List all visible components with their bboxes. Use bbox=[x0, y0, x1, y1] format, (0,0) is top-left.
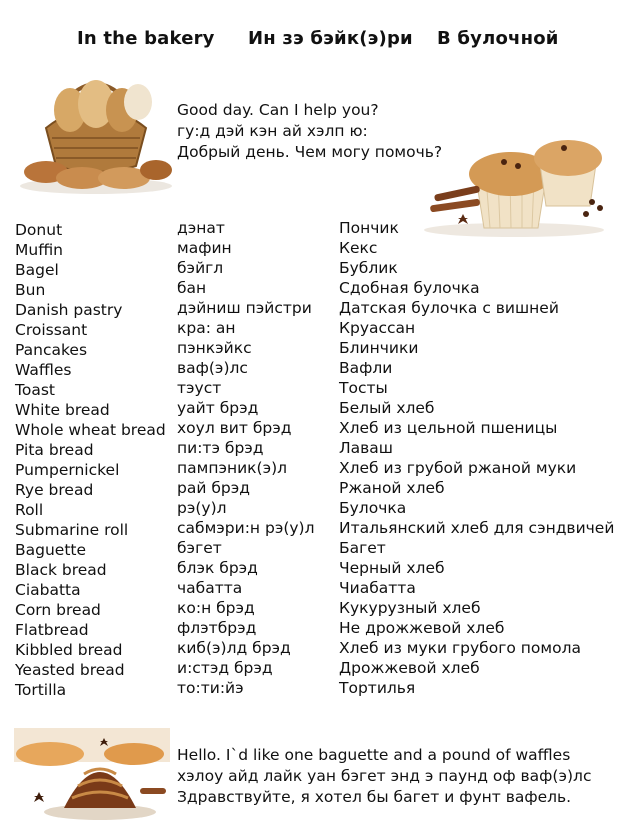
vocab-column-transliteration bbox=[177, 218, 315, 698]
vocab-english-word: Muffin bbox=[15, 241, 64, 259]
vocab-english-word: Baguette bbox=[15, 541, 87, 559]
vocab-russian-word: Хлеб из муки грубого помола bbox=[339, 639, 581, 657]
title-english: In the bakery bbox=[77, 28, 215, 49]
vocab-transliteration: хоул вит брэд bbox=[177, 419, 292, 437]
vocab-english-word: Whole wheat bread bbox=[15, 421, 166, 439]
vocab-russian-word: Круассан bbox=[339, 319, 416, 337]
vocab-transliteration: бэгет bbox=[177, 539, 222, 557]
vocab-russian-word: Не дрожжевой хлеб bbox=[339, 619, 505, 637]
vocab-transliteration: сабмэри:н рэ(у)л bbox=[177, 519, 315, 537]
bread-basket-photo bbox=[18, 68, 174, 196]
vocab-russian-word: Бублик bbox=[339, 259, 398, 277]
vocab-english-word: Croissant bbox=[15, 321, 88, 339]
title-russian: В булочной bbox=[437, 28, 559, 49]
vocab-english-word: Corn bread bbox=[15, 601, 101, 619]
vocab-column-english bbox=[15, 220, 166, 700]
vocab-transliteration: пампэник(э)л bbox=[177, 459, 288, 477]
vocab-english-word: Bun bbox=[15, 281, 46, 299]
vocab-transliteration: рэ(у)л bbox=[177, 499, 227, 517]
greeting-phrase bbox=[177, 100, 442, 163]
vocab-english-word: Ciabatta bbox=[15, 581, 81, 599]
order-phrase bbox=[177, 745, 591, 808]
vocab-english-word: Kibbled bread bbox=[15, 641, 123, 659]
vocab-english-word: Pita bread bbox=[15, 441, 94, 459]
vocab-russian-word: Датская булочка с вишней bbox=[339, 299, 559, 317]
vocab-transliteration: рай брэд bbox=[177, 479, 250, 497]
vocab-transliteration: пэнкэйкс bbox=[177, 339, 252, 357]
vocab-english-word: Submarine roll bbox=[15, 521, 129, 539]
vocab-russian-word: Булочка bbox=[339, 499, 407, 517]
vocab-russian-word: Ржаной хлеб bbox=[339, 479, 445, 497]
vocab-english-word: Flatbread bbox=[15, 621, 89, 639]
vocab-english-word: Pancakes bbox=[15, 341, 88, 359]
vocab-english-word: Tortilla bbox=[15, 681, 67, 699]
vocab-transliteration: мафин bbox=[177, 239, 232, 257]
vocab-russian-word: Дрожжевой хлеб bbox=[339, 659, 480, 677]
vocab-russian-word: Сдобная булочка bbox=[339, 279, 480, 297]
vocab-russian-word: Тосты bbox=[339, 379, 388, 397]
vocab-english-word: White bread bbox=[15, 401, 110, 419]
order-english: Hello. I`d like one baguette and a pound of waffles bbox=[177, 746, 571, 764]
vocab-transliteration: бан bbox=[177, 279, 207, 297]
vocab-russian-word: Блинчики bbox=[339, 339, 419, 357]
greeting-english: Good day. Can I help you? bbox=[177, 101, 379, 119]
vocab-russian-word: Чиабатта bbox=[339, 579, 416, 597]
vocab-russian-word: Итальянский хлеб для сэндвичей bbox=[339, 519, 615, 537]
vocab-transliteration: чабатта bbox=[177, 579, 243, 597]
order-transliteration: хэлоу айд лайк уан бэгет энд э паунд оф ваф(э)лс bbox=[177, 767, 592, 785]
vocab-transliteration: кра: ан bbox=[177, 319, 236, 337]
vocab-transliteration: то:ти:йэ bbox=[177, 679, 244, 697]
vocab-transliteration: уайт брэд bbox=[177, 399, 259, 417]
vocab-transliteration: блэк брэд bbox=[177, 559, 258, 577]
vocab-english-word: Waffles bbox=[15, 361, 72, 379]
vocab-russian-word: Лаваш bbox=[339, 439, 393, 457]
order-russian: Здравствуйте, я хотел бы багет и фунт вафель. bbox=[177, 788, 572, 806]
greeting-russian: Добрый день. Чем могу помочь? bbox=[177, 143, 443, 161]
vocab-english-word: Donut bbox=[15, 221, 63, 239]
vocab-english-word: Yeasted bread bbox=[15, 661, 125, 679]
vocab-transliteration: ко:н брэд bbox=[177, 599, 255, 617]
title-transliteration: Ин зэ бэйк(э)ри bbox=[248, 28, 413, 49]
vocab-russian-word: Тортилья bbox=[339, 679, 416, 697]
vocab-russian-word: Кукурузный хлеб bbox=[339, 599, 481, 617]
vocab-english-word: Black bread bbox=[15, 561, 107, 579]
page-title bbox=[0, 28, 627, 54]
vocab-russian-word: Белый хлеб bbox=[339, 399, 435, 417]
vocab-english-word: Bagel bbox=[15, 261, 59, 279]
vocab-transliteration: киб(э)лд брэд bbox=[177, 639, 291, 657]
vocab-russian-word: Хлеб из грубой ржаной муки bbox=[339, 459, 577, 477]
vocab-english-word: Danish pastry bbox=[15, 301, 123, 319]
vocab-russian-word: Черный хлеб bbox=[339, 559, 445, 577]
greeting-transliteration: гу:д дэй кэн ай хэлп ю: bbox=[177, 122, 368, 140]
vocab-russian-word: Багет bbox=[339, 539, 386, 557]
vocab-transliteration: тэуст bbox=[177, 379, 222, 397]
vocab-russian-word: Кекс bbox=[339, 239, 378, 257]
cake-photo bbox=[14, 728, 170, 820]
vocab-column-russian bbox=[339, 218, 614, 698]
vocab-english-word: Pumpernickel bbox=[15, 461, 120, 479]
vocab-russian-word: Пончик bbox=[339, 219, 399, 237]
vocab-russian-word: Хлеб из цельной пшеницы bbox=[339, 419, 558, 437]
vocab-english-word: Rye bread bbox=[15, 481, 94, 499]
vocab-transliteration: бэйгл bbox=[177, 259, 224, 277]
vocab-transliteration: пи:тэ брэд bbox=[177, 439, 264, 457]
vocab-russian-word: Вафли bbox=[339, 359, 393, 377]
vocab-english-word: Roll bbox=[15, 501, 44, 519]
vocab-transliteration: и:стэд брэд bbox=[177, 659, 273, 677]
vocab-transliteration: флэтбрэд bbox=[177, 619, 257, 637]
vocab-transliteration: дэйниш пэйстри bbox=[177, 299, 312, 317]
vocab-transliteration: дэнат bbox=[177, 219, 225, 237]
vocab-english-word: Toast bbox=[15, 381, 55, 399]
vocab-transliteration: ваф(э)лс bbox=[177, 359, 248, 377]
